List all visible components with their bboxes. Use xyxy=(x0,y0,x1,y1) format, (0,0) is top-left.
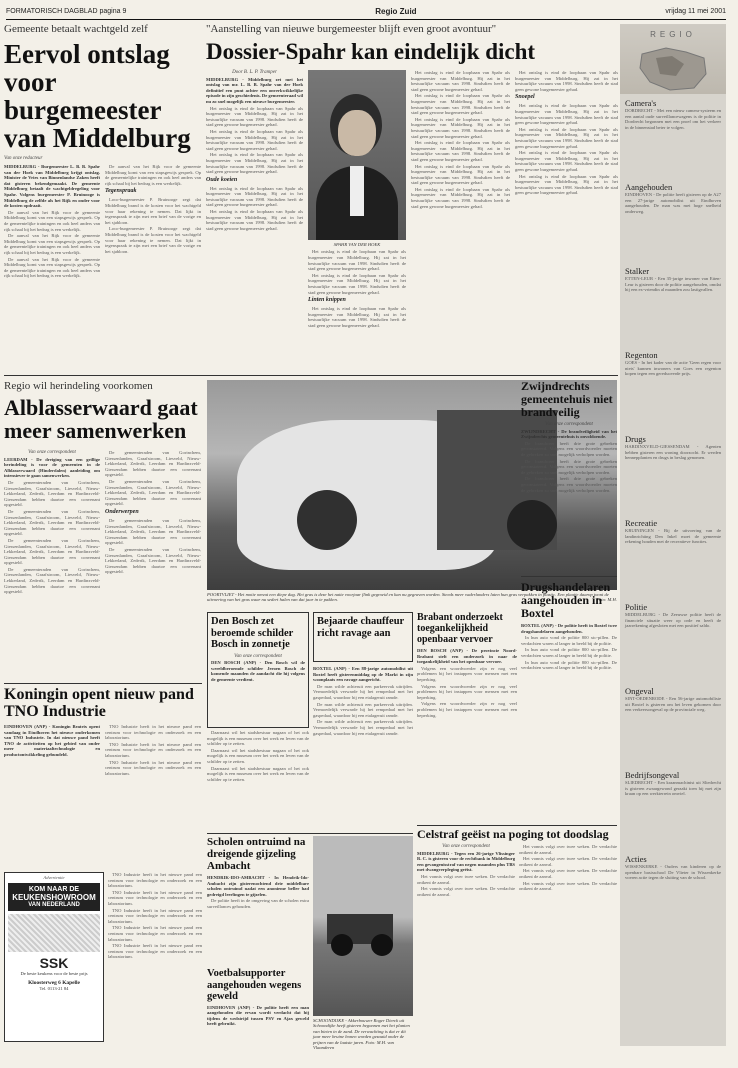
right-column xyxy=(521,380,617,820)
advert-title: KOM NAAR DE xyxy=(28,886,80,893)
main-body: Het ontslag is eind de loopbaan van Spahr als burgemeester van Middelburg. Hij zat in het bestuurlijke vacuum van 1998. Sindsdien heeft de stad geen gewone burgemeester gehad. xyxy=(206,209,304,231)
article-body: Loco-burgemeester P. Bruinooge zegt dat Middelburg brand is de kosten voor het wachtgeld voor haar rekening te nemen. Dat lijkt in tegenspraak te zijn met een brief van de vorige en het sjabloon. xyxy=(105,226,201,254)
article-body: Volgens een woordvoerder zijn er nog veel problemen bij het instappen voor mensen met een beperking. xyxy=(417,701,517,718)
main-lead: MIDDELBURG - Middelburg zet met het ontslag van mr. L. B. B. Spahr van der Hoek definitief een punt achter een onverkwikkelijke episode in zijn geschiedenis. De gemeenteraad wil nu zo snel mogelijk een nieuwe burgemeester. xyxy=(206,76,304,104)
divider xyxy=(417,825,617,826)
article-headline: Voetbalsupporter aangehouden wegens geweld xyxy=(207,968,302,1002)
article-body: De brandweer heeft drie grote gebreken geconstateerd. Volgens een woordvoerder moeten de gebreken zo snel mogelijk verholpen worden. xyxy=(521,440,617,457)
sidebar-item-heading: Regenton xyxy=(625,350,658,360)
sidebar-item xyxy=(625,266,721,346)
article-kicker: Gemeente betaalt wachtgeld zelf xyxy=(4,23,148,35)
article-body: De gemeenteraden van Gorinchem, Giessenlanden, Graafstroom, Liesveld, Nieuw-Lekkerland, Zederik, Leerdam en Hardinxveld-Giessendam hebben daartoe een convenant opgesteld. xyxy=(4,508,100,537)
main-body: Het ontslag is eind de loopbaan van Spahr als burgemeester van Middelburg. Hij zat in het bestuurlijke vacuum van 1998. Sindsdien heeft de stad geen gewone burgemeester gehad. xyxy=(411,163,511,186)
article-body: In hun auto vond de politie 800 xtc-pillen. De verdachten waren al langer in beeld bij de politie. xyxy=(521,635,617,646)
portrait-photo xyxy=(308,70,406,240)
sidebar-item-text: EINDHOVEN - De politie heeft gisteren op de A27 een 27-jarige automobilist uit Eindhoven aangehouden. De man was met hoge snelheid onderweg. xyxy=(625,192,721,214)
page-header xyxy=(6,6,726,20)
sidebar-item-text: HARDINXVELD-GIESSENDAM - Agenten hebben gisteren een woning doorzocht. Er werden hennepplanten en drugs in beslag genomen. xyxy=(625,444,721,461)
sidebar-header xyxy=(620,24,726,94)
article-body: Daarnaast wil het stadsbestuur nagaan of het ook mogelijk is een museum over het werk en leven van de schilder op te zetten. xyxy=(207,730,309,747)
article-body: De aanval van het Rijk voor de gemeente Middelburg komt van een stapsgewijs gesprek. Op de gemeentelijke trainingen en ook heel anders van rijk schaal bij het bedrag is een werkelijk. xyxy=(4,256,100,279)
article-body: In hun auto vond de politie 800 xtc-pillen. De verdachten waren al langer in beeld bij de politie. xyxy=(521,647,617,658)
article-body: Het vonnis volgt over twee weken. De verdachte ontkent de aanval. xyxy=(519,880,617,892)
sidebar-item-text: KRUININGEN - Bij de uitvoering van de landinrichting Den Inkel moet de gemeente rekening houden met de recreatieve functies. xyxy=(625,528,721,545)
article-celstraf xyxy=(417,828,617,1044)
article-byline: Van onze correspondent xyxy=(28,450,76,455)
article-lead: EINDHOVEN (ANP) - De politie heeft een man aangehouden die ervan wordt verdacht dat hij tijdens de wedstrijd tussen PSV en Ajax geweld heeft gebruikt. xyxy=(207,1004,309,1027)
article-column xyxy=(108,872,202,1042)
sidebar-item-heading: Recreatie xyxy=(625,518,658,528)
article-body: Het vonnis volgt over twee weken. De verdachte ontkent de aanval. xyxy=(519,868,617,879)
article-column xyxy=(521,623,617,773)
article-lead: EINDHOVEN (ANP) - Koningin Beatrix opent vandaag in Eindhoven het nieuwe onderkomen van TNO Industrie. In dat nieuwe pand heeft TNO de activiteiten op het gebied van onder meer materiaaltechnologie en productontwikkeling gebundeld. xyxy=(4,724,100,757)
article-column xyxy=(521,422,617,572)
article-body: De gemeenteraden van Gorinchem, Giessenlanden, Graafstroom, Liesveld, Nieuw-Lekkerland, Zederik, Leerdam en Hardinxveld-Giessendam hebben daartoe een convenant opgesteld. xyxy=(105,546,201,575)
article-body: Daarnaast wil het stadsbestuur nagaan of het ook mogelijk is een museum over het werk en leven van de schilder op te zetten. xyxy=(207,747,309,764)
main-body: Het ontslag is eind de loopbaan van Spahr als burgemeester van Middelburg. Hij zat in het bestuurlijke vacuum van 1998. Sindsdien heeft de stad geen gewone burgemeester gehad. xyxy=(206,128,304,151)
article-body: De gemeenteraden van Gorinchem, Giessenlanden, Graafstroom, Liesveld, Nieuw-Lekkerland, Zederik, Leerdam en Hardinxveld-Giessendam hebben daartoe een convenant opgesteld. xyxy=(4,479,100,508)
main-photo-credit: Foto: M.H. xyxy=(596,597,617,603)
article-column xyxy=(4,724,100,844)
main-byline: Door B. L. P. Tramper xyxy=(232,70,277,75)
article-scholen xyxy=(207,836,309,966)
main-body: Het ontslag is eind de loopbaan van Spahr als burgemeester van Middelburg. Hij zat in het bestuurlijke vacuum van 1998. Sindsdien heeft de stad geen gewone burgemeester gehad. xyxy=(411,140,511,162)
sidebar-item xyxy=(625,518,721,598)
article-lead: MIDDELBURG - Burgemeester L. B. B. Spahr van der Hoek van Middelburg krijgt ontslag. Minister de Vries van Binnenlandse Zaken heeft dat gisteren bekendgemaakt. De gemeente Middelburg betaalt de wachtgeldregeling voor Spahr. Volgens burgemeester P. Bruinooge is Middelburg de zelfde als het Rijk en onder voor de kosten opdraait. xyxy=(4,164,100,209)
main-column xyxy=(308,249,406,365)
sidebar-item-text: WISSENKERKE - Ouders van kinderen op de openbare basisschool De Vlieter in Wissenkerke voeren actie tegen de sluiting van de school. xyxy=(625,864,721,881)
article-column xyxy=(105,450,201,678)
article-column xyxy=(417,844,515,1034)
article-body: Daarnaast wil het stadsbestuur nagaan of het ook mogelijk is een museum over het werk en leven van de schilder op te zetten. xyxy=(207,765,309,782)
article-body: TNO Industrie heeft in het nieuwe pand een centrum voor technologie en onderzoek en een laboratorium. xyxy=(108,943,202,960)
article-column xyxy=(207,1005,309,1045)
article-headline: Zwijndrechts gemeentehuis niet brandveilig xyxy=(521,379,613,419)
article-body: De aanval van het Rijk voor de gemeente Middelburg komt van een stapsgewijs gesprek. Op de gemeentelijke trainingen en ook heel anders van rijk schaal bij het bedrag is een werkelijk. xyxy=(4,233,100,255)
article-body: De gemeenteraden van Gorinchem, Giessenlanden, Graafstroom, Liesveld, Nieuw-Lekkerland, Zederik, Leerdam en Hardinxveld-Giessendam hebben daartoe een convenant opgesteld. xyxy=(105,450,201,478)
article-kicker: Regio wil herindeling voorkomen xyxy=(4,380,153,392)
main-headline: Dossier-Spahr kan eindelijk dicht xyxy=(206,39,536,64)
article-lead: BOXTEL (ANP) - De politie heeft in Boxtel twee drugshandelaren aangehouden. xyxy=(521,623,617,634)
main-body: Het ontslag is eind de loopbaan van Spahr als burgemeester van Middelburg. Hij zat in het bestuurlijke vacuum van 1998. Sindsdien heeft de stad geen gewone burgemeester gehad. xyxy=(308,249,407,272)
article-lead: DEN BOSCH (ANP) - De provincie Noord-Brabant stelt een onderzoek in naar de toegankelijkheid van het openbaar vervoer. xyxy=(417,648,517,665)
article-body: De man wilde achteruit een parkeervak uitrijden. Vermoedelijk verwarde hij het rempedaal met het gaspedaal, waardoor hij een etalageruit ramde. xyxy=(313,701,413,718)
article-body: TNO Industrie heeft in het nieuwe pand een centrum voor technologie en onderzoek en een laboratorium. xyxy=(108,889,202,906)
sidebar-item-heading: Acties xyxy=(625,854,647,864)
sidebar-item-text: GOES - In het kader van de actie 'Geen regen voor niets' kunnen inwoners van Goes een regenton kopen tegen een gereduceerde prijs. xyxy=(625,360,721,377)
article-column xyxy=(207,730,309,830)
advert-sub: De beste keukens voor de beste prijs xyxy=(20,971,88,976)
article-body: Loco-burgemeester P. Bruinooge zegt dat Middelburg brand is de kosten voor het wachtgeld voor haar rekening te nemen. Dat lijkt in tegenspraak te zijn met een brief van de vorige en het sjabloon. xyxy=(105,197,201,225)
article-headline: Alblasserwaard gaat meer samenwerken xyxy=(4,395,198,443)
map-icon xyxy=(636,44,710,92)
article-column xyxy=(519,844,617,1034)
sidebar-item xyxy=(625,434,721,514)
bottom-photo xyxy=(313,836,413,1016)
article-body: De gemeenteraden van Gorinchem, Giessenlanden, Graafstroom, Liesveld, Nieuw-Lekkerland, Zederik, Leerdam en Hardinxveld-Giessendam hebben daartoe een convenant opgesteld. xyxy=(105,517,201,546)
article-body: TNO Industrie heeft in het nieuwe pand een centrum voor technologie en onderzoek en een laboratorium. xyxy=(105,724,201,741)
sidebar-item-heading: Ongeval xyxy=(625,686,654,696)
main-body: Het ontslag is eind de loopbaan van Spahr als burgemeester van Middelburg. Hij zat in het bestuurlijke vacuum van 1998. Sindsdien heeft de stad geen gewone burgemeester gehad. xyxy=(411,186,511,209)
sidebar-item-heading: Politie xyxy=(625,602,648,612)
article-column xyxy=(313,666,413,830)
sidebar-item-text: DORDRECHT - Met een nieuw camera-systeem en een aantal oude surveillancewagens is de politie in Dordrecht begonnen met een proef om het verkeer in de binnenstad beter te volgen. xyxy=(625,108,721,130)
article-lead: ZWIJNDRECHT - De brandveiligheid van het Zwijndrechts gemeentehuis is onvoldoende. xyxy=(521,428,617,440)
article-body: De aanval van het Rijk voor de gemeente Middelburg komt van een stapsgewijs gesprek. Op de gemeentelijke trainingen en ook heel anders van rijk schaal bij het bedrag is een werkelijk. xyxy=(105,164,201,186)
main-kicker: "Aanstelling van nieuwe burgemeester blijft even groot avontuur" xyxy=(206,23,497,35)
main-body: Het ontslag is eind de loopbaan van Spahr als burgemeester van Middelburg. Hij zat in het bestuurlijke vacuum van 1998. Sindsdien heeft de stad geen gewone burgemeester gehad. xyxy=(515,173,618,196)
article-body: TNO Industrie heeft in het nieuwe pand een centrum voor technologie en onderzoek en een laboratorium. xyxy=(105,759,201,776)
article-body: Het vonnis volgt over twee weken. De verdachte ontkent de aanval. xyxy=(519,844,617,855)
article-alblasserwaard-body xyxy=(4,450,202,678)
main-body: Het ontslag is eind de loopbaan van Spahr als burgemeester van Middelburg. Hij zat in het bestuurlijke vacuum van 1998. Sindsdien heeft de stad geen gewone burgemeester gehad. xyxy=(515,126,618,149)
article-column xyxy=(417,648,517,808)
article-column xyxy=(105,164,201,374)
divider xyxy=(4,683,202,684)
article-body: Volgens een woordvoerder zijn er nog veel problemen bij het instappen voor mensen met een beperking. xyxy=(417,683,517,700)
article-bosch xyxy=(207,612,309,728)
advert-label: Advertentie xyxy=(43,875,65,880)
portrait-caption: SPAHR VAN DER HOEK xyxy=(333,242,381,247)
article-body: De gemeenteraden van Gorinchem, Giessenlanden, Graafstroom, Liesveld, Nieuw-Lekkerland, Zederik, Leerdam en Hardinxveld-Giessendam hebben daartoe een convenant opgesteld. xyxy=(4,537,100,566)
sidebar-item-heading: Bedrijfsongeval xyxy=(625,770,680,780)
article-subhead: Tegenspraak xyxy=(105,188,137,195)
main-column-photo xyxy=(308,70,406,370)
advert-address: Kloosterweg 6 Kapelle xyxy=(28,980,80,986)
article-body: Het vonnis volgt over twee weken. De verdachte ontkent de aanval. xyxy=(519,856,617,867)
article-tno xyxy=(4,686,202,866)
article-headline: Eervol ontslag voor burgemeester van Middelburg xyxy=(4,39,191,153)
article-column xyxy=(105,724,201,844)
main-column xyxy=(515,70,618,370)
sidebar-title: REGIO xyxy=(650,30,696,39)
sidebar-item xyxy=(625,182,721,262)
main-body: Het ontslag is eind de loopbaan van Spahr als burgemeester van Middelburg. Hij zat in het bestuurlijke vacuum van 1998. Sindsdien heeft de stad geen gewone burgemeester gehad. xyxy=(515,103,618,126)
article-lead: LEERDAM - De dreiging van een grillige herindeling is voor de gemeenten in de Alblasserwaard (Hinderdalen) aanleiding om intensiever te gaan samenwerken. xyxy=(4,456,100,479)
sidebar-item-heading: Camera's xyxy=(625,98,657,108)
sidebar-item-text: ETTEN-LEUR - Een 35-jarige inwoner van Etten-Leur is gisteren door de politie aangehouden, omdat hij een ex-vriendin al maanden zou lastigvallen. xyxy=(625,276,721,293)
article-headline: Bejaarde chauffeur richt ravage aan xyxy=(317,616,404,639)
main-subhead: Snoepel xyxy=(515,94,535,101)
bottom-caption-credit: Foto: M.H. van Vlaanderen xyxy=(313,1039,394,1051)
main-body: Het ontslag is eind de loopbaan van Spahr als burgemeester van Middelburg. Hij zat in het bestuurlijke vacuum van 1998. Sindsdien heeft de stad geen gewone burgemeester gehad. xyxy=(206,105,304,128)
header-left: FORMATORISCH DAGBLAD pagina 9 xyxy=(6,8,127,15)
article-body: De aanval van het Rijk voor de gemeente Middelburg komt van een stapsgewijs gesprek. Op de gemeentelijke trainingen en ook heel anders van rijk schaal bij het bedrag is een werkelijk. xyxy=(4,209,100,232)
main-body: Het ontslag is eind de loopbaan van Spahr als burgemeester van Middelburg. Hij zat in het bestuurlijke vacuum van 1998. Sindsdien heeft de stad geen gewone burgemeester gehad. xyxy=(411,70,511,92)
regio-sidebar xyxy=(620,24,726,1046)
article-lead: HENDRIK-IDO-AMBACHT - In Hendrik-Ido-Ambacht zijn gisterenochtend drie middelbare scholen ontruimd nadat een anonieme beller had gedreigd leerlingen te gijzelen. xyxy=(207,875,309,897)
divider xyxy=(207,833,413,834)
article-body: De brandweer heeft drie grote gebreken geconstateerd. Volgens een woordvoerder moeten de gebreken zo snel mogelijk verholpen worden. xyxy=(521,458,617,475)
advert-image xyxy=(8,914,100,952)
article-headline: Brabant onderzoekt toegankelijkheid openbaar vervoer xyxy=(417,612,503,645)
sidebar-item xyxy=(625,686,721,766)
main-body: Het ontslag is eind de loopbaan van Spahr als burgemeester van Middelburg. Hij zat in het bestuurlijke vacuum van 1998. Sindsdien heeft de stad geen gewone burgemeester gehad. xyxy=(515,150,618,172)
article-body: De man wilde achteruit een parkeervak uitrijden. Vermoedelijk verwarde hij het rempedaal met het gaspedaal, waardoor hij een etalageruit ramde. xyxy=(313,719,413,736)
main-body: Het ontslag is eind de loopbaan van Spahr als burgemeester van Middelburg. Hij zat in het bestuurlijke vacuum van 1998. Sindsdien heeft de stad geen gewone burgemeester gehad. xyxy=(411,93,511,116)
article-body: TNO Industrie heeft in het nieuwe pand een centrum voor technologie en onderzoek en een laboratorium. xyxy=(108,925,202,942)
article-body: De gemeenteraden van Gorinchem, Giessenlanden, Graafstroom, Liesveld, Nieuw-Lekkerland, Zederik, Leerdam en Hardinxveld-Giessendam hebben daartoe een convenant opgesteld. xyxy=(105,478,201,507)
advert-title: KEUKENSHOWROOM xyxy=(12,893,96,902)
sidebar-item-text: MIDDELBURG - De Zeeuwse politie heeft de financiele situatie weer op orde en heeft de jaarrekening afgesloten met een positief saldo. xyxy=(625,612,721,629)
article-voetbal xyxy=(207,968,309,1044)
article-column xyxy=(4,450,100,678)
article-lead: MIDDELBURG - Tegen een 26-jarige Vlissinger R. C. is gisteren voor de rechtbank in Middelburg een gevangenisstraf van negen maanden plus TBS met dwangverpleging geëist. xyxy=(417,850,515,873)
header-date: vrijdag 11 mei 2001 xyxy=(665,8,726,15)
article-body: Volgens een woordvoerder zijn er nog veel problemen bij het instappen voor mensen met een beperking. xyxy=(417,665,517,682)
article-column xyxy=(207,875,309,945)
article-byline: Van onze correspondent xyxy=(234,653,282,659)
article-body: De gemeenteraden van Gorinchem, Giessenlanden, Graafstroom, Liesveld, Nieuw-Lekkerland, Zederik, Leerdam en Hardinxveld-Giessendam hebben daartoe een convenant opgesteld. xyxy=(4,566,100,595)
article-headline: Den Bosch zet beroemde schilder Bosch in zonnetje xyxy=(211,616,294,650)
article-lead: DEN BOSCH (ANP) - Den Bosch wil de wereldberoemde schilder Jeroen Bosch de komende maanden de aandacht die hij volgens de gemeente verdient. xyxy=(211,660,305,682)
article-chauffeur-head xyxy=(313,612,413,662)
main-body: Het ontslag is eind de loopbaan van Spahr als burgemeester van Middelburg. Hij zat in het bestuurlijke vacuum van 1998. Sindsdien heeft de stad geen gewone burgemeester gehad. xyxy=(206,185,304,208)
article-body: TNO Industrie heeft in het nieuwe pand een centrum voor technologie en onderzoek en een laboratorium. xyxy=(108,872,202,889)
advert-brand: SSK xyxy=(39,955,69,971)
article-body: Het vonnis volgt over twee weken. De verdachte ontkent de aanval. xyxy=(417,873,515,885)
sidebar-list xyxy=(620,98,726,934)
sidebar-item-text: SLIEDRECHT - Een kraanmachinist uit Sliedrecht is gisteren zwaargewond geraakt toen hij met zijn kraan op een werkterrein omviel. xyxy=(625,780,721,797)
divider xyxy=(4,375,618,376)
main-body: Het ontslag is eind de loopbaan van Spahr als burgemeester van Middelburg. Hij zat in het bestuurlijke vacuum van 1998. Sindsdien heeft de stad geen gewone burgemeester gehad. xyxy=(515,70,618,92)
sidebar-item-heading: Drugs xyxy=(625,434,646,444)
article-body: De man wilde achteruit een parkeervak uitrijden. Vermoedelijk verwarde hij het rempedaal met het gaspedaal, waardoor hij een etalageruit ramde. xyxy=(313,683,413,700)
article-headline: Koningin opent nieuw pand TNO Industrie xyxy=(4,686,194,720)
article-headline: Scholen ontruimd na dreigende gijzeling Ambacht xyxy=(207,836,306,872)
sidebar-item-text: SINT-OEDENRODE - Een 56-jarige automobiliste uit Boxtel is gisteren om het leven gekomen door een verkeersongeval op de provinciale weg. xyxy=(625,696,721,713)
advert-title: VAN NEDERLAND xyxy=(28,902,80,908)
bottom-caption-text: SCHOONDIJKE - Akkerbouwer Roger Dierck uit Schoondijke heeft gisteren begonnen met het planten van bieten in de zand. De verwachting is dat er dit jaar meer bruine bonen worden gezaaid onder de prijzen van de laatste jaren. xyxy=(313,1018,410,1045)
sidebar-item xyxy=(625,350,721,430)
article-lead: BOXTEL (ANP) - Een 88-jarige automobilist uit Boxtel heeft gisterenmiddag op de Markt in zijn woonplaats een ravage aangericht. xyxy=(313,666,413,683)
article-body: De brandweer heeft drie grote gebreken geconstateerd. Volgens een woordvoerder moeten de gebreken zo snel mogelijk verholpen worden. xyxy=(521,476,617,493)
article-brabant xyxy=(417,612,517,822)
header-section: Regio Zuid xyxy=(375,7,417,16)
sidebar-item xyxy=(625,770,721,850)
advertisement[interactable] xyxy=(4,872,104,1042)
article-column xyxy=(4,164,100,374)
article-ontslag xyxy=(4,23,202,363)
sidebar-item xyxy=(625,602,721,682)
advert-phone: Tel. 0113-21 84 xyxy=(39,986,69,991)
bottom-photo-caption xyxy=(313,1018,413,1051)
article-body: TNO Industrie heeft in het nieuwe pand een centrum voor technologie en onderzoek en een laboratorium. xyxy=(105,741,201,758)
main-body: Het ontslag is eind de loopbaan van Spahr als burgemeester van Middelburg. Hij zat in het bestuurlijke vacuum van 1998. Sindsdien heeft de stad geen gewone burgemeester gehad. xyxy=(206,152,304,175)
main-body: Het ontslag is eind de loopbaan van Spahr als burgemeester van Middelburg. Hij zat in het bestuurlijke vacuum van 1998. Sindsdien heeft de stad geen gewone burgemeester gehad. xyxy=(411,116,511,139)
article-byline: Van onze redacteur xyxy=(4,156,43,161)
article-headline: Drugshandelaren aangehouden in Boxtel xyxy=(521,580,611,620)
main-subhead: Oude koeien xyxy=(206,176,238,183)
main-body: Het ontslag is eind de loopbaan van Spahr als burgemeester van Middelburg. Hij zat in het bestuurlijke vacuum van 1998. Sindsdien heeft de stad geen gewone burgemeester gehad. xyxy=(308,272,407,295)
main-column xyxy=(411,70,510,370)
article-byline: Van onze correspondent xyxy=(545,422,593,427)
article-body: TNO Industrie heeft in het nieuwe pand een centrum voor technologie en onderzoek en een laboratorium. xyxy=(108,907,202,924)
article-headline: Celstraf geëist na poging tot doodslag xyxy=(417,827,609,841)
main-article xyxy=(206,70,618,370)
sidebar-item-heading: Aangehouden xyxy=(625,182,673,192)
main-column xyxy=(206,70,303,370)
main-body: Het ontslag is eind de loopbaan van Spahr als burgemeester van Middelburg. Hij zat in het bestuurlijke vacuum van 1998. Sindsdien heeft de stad geen gewone burgemeester gehad. xyxy=(308,306,407,328)
article-byline: Van onze correspondent xyxy=(442,844,490,849)
main-photo-caption-text: POORTVLIET - Het motie omvat een diepe dag. Het gras is deze het natte voorjaar flink gegroeid en kan nu gegraven worden. Steeds meer vaderlanders laten hun gras verpakken in plastic. Een plaatje daarop toont de uitvoering van het gras waar nu sedert halen van dat jaar in te pakken. xyxy=(207,592,609,603)
article-column xyxy=(211,654,305,714)
article-body: Het vonnis volgt over twee weken. De verdachte ontkent de aanval. xyxy=(417,886,515,897)
article-subhead: Onderwerpen xyxy=(105,508,139,515)
sidebar-item xyxy=(625,98,721,178)
sidebar-item xyxy=(625,854,721,934)
main-subhead: Linten knippen xyxy=(308,297,346,304)
article-body: In hun auto vond de politie 800 xtc-pillen. De verdachten waren al langer in beeld bij de politie. xyxy=(521,659,617,671)
sidebar-item-heading: Stalker xyxy=(625,266,650,276)
article-body: De politie heeft in de omgeving van de scholen extra surveillances gehouden. xyxy=(207,898,309,909)
